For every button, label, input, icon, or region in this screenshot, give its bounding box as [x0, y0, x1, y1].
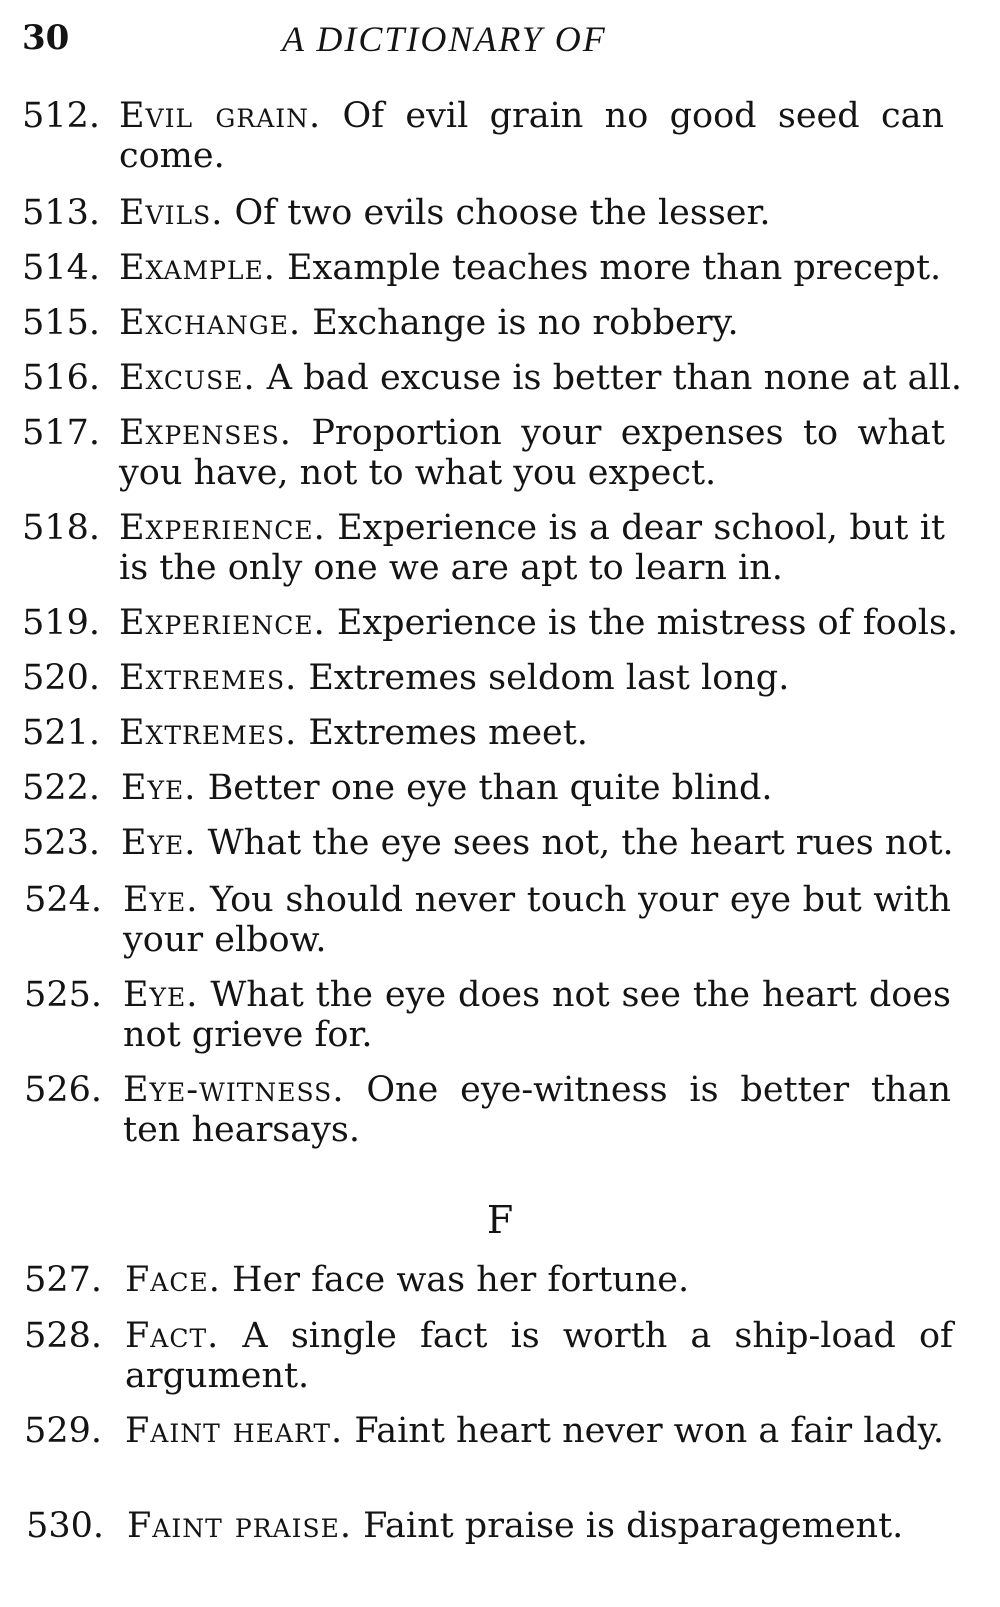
entry-headword: Extremes.: [119, 658, 298, 698]
entry-text: A single fact is worth a ship-load of argument.: [125, 1316, 953, 1396]
entry-headword: Faint heart.: [125, 1411, 344, 1451]
entry-number: 529.: [24, 1411, 102, 1451]
entry-text: Better one eye than quite blind.: [207, 768, 773, 808]
entry-headword: Eye.: [121, 823, 197, 863]
entry-headword: Eye.: [121, 768, 197, 808]
entry-headword: Face.: [125, 1260, 221, 1300]
entry-headword: Experience.: [119, 603, 326, 643]
entry-headword: Evils.: [119, 193, 224, 233]
entry-number: 513.: [22, 193, 100, 233]
entry-text: Extremes seldom last long.: [308, 658, 790, 698]
entry-number: 517.: [22, 413, 100, 453]
entry-headword: Eye.: [123, 975, 199, 1015]
entry-number: 514.: [22, 248, 100, 288]
entry-number: 527.: [24, 1260, 102, 1300]
entry-number: 525.: [24, 975, 102, 1015]
entry-text: Extremes meet.: [308, 713, 588, 753]
entry-headword: Example.: [119, 248, 276, 288]
entry-number: 520.: [22, 658, 100, 698]
entry-text: One eye-witness is better than ten hearsays.: [123, 1070, 951, 1150]
entry-headword: Evil grain.: [119, 96, 322, 136]
page-number: 30: [22, 18, 70, 58]
entry-number: 521.: [22, 713, 100, 753]
entry-text: You should never touch your eye but with your elbow.: [123, 880, 951, 960]
entry-headword: Extremes.: [119, 713, 298, 753]
entry-text: Faint praise is disparagement.: [363, 1506, 904, 1546]
entry-text: Proportion your expenses to what you have, not to what you expect.: [119, 413, 945, 493]
entry-number: 516.: [22, 358, 100, 398]
entry-headword: Exchange.: [119, 303, 302, 343]
entry-headword: Fact.: [125, 1316, 220, 1356]
entry-text: Of evil grain no good seed can come.: [119, 96, 944, 176]
entry-number: 512.: [22, 96, 100, 136]
running-title: A DICTIONARY OF: [282, 19, 607, 59]
entry-text: Faint heart never won a fair lady.: [354, 1411, 944, 1451]
entry-text: Her face was her fortune.: [231, 1260, 690, 1300]
entry-headword: Eye-witness.: [123, 1070, 345, 1110]
entry-number: 518.: [22, 508, 100, 548]
section-heading: F: [486, 1198, 514, 1242]
entry-text: Experience is a dear school, but it is the only one we are apt to learn in.: [119, 508, 945, 588]
entry-number: 515.: [22, 303, 100, 343]
running-head: [22, 18, 978, 68]
entry-text: Example teaches more than precept.: [287, 248, 942, 288]
entry-number: 526.: [24, 1070, 102, 1110]
entry-text: Of two evils choose the lesser.: [234, 193, 771, 233]
entry-headword: Faint praise.: [127, 1506, 352, 1546]
entry-text: What the eye sees not, the heart rues not.: [207, 823, 954, 863]
entry-text: Exchange is no robbery.: [312, 303, 739, 343]
entry-headword: Experience.: [119, 508, 326, 548]
entry-number: 528.: [24, 1316, 102, 1356]
entry-number: 523.: [22, 823, 100, 863]
entry-text: A bad excuse is better than none at all.: [266, 358, 963, 398]
entry-number: 522.: [22, 768, 100, 808]
entry-text: Experience is the mistress of fools.: [336, 603, 959, 643]
entry-headword: Excuse.: [119, 358, 256, 398]
entry-headword: Expenses.: [119, 413, 292, 453]
entry-number: 524.: [24, 880, 102, 920]
entry-number: 530.: [26, 1506, 104, 1546]
entry-number: 519.: [22, 603, 100, 643]
entry-headword: Eye.: [123, 880, 199, 920]
entry-text: What the eye does not see the heart does not grieve for.: [123, 975, 951, 1055]
